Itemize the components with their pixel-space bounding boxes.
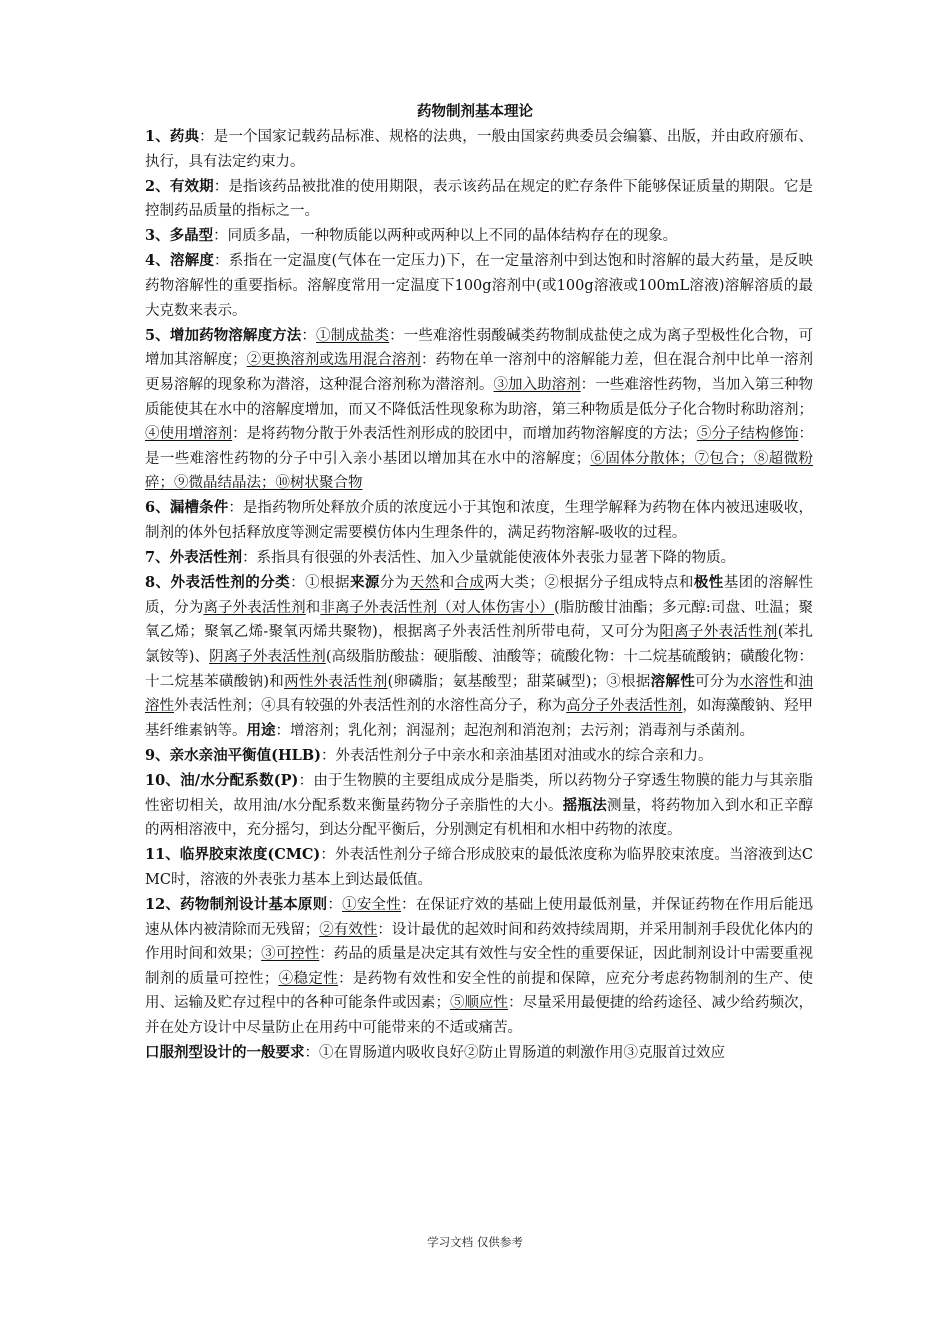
text: ：是将药物分散于外表活性剂形成的胶团中，而增加药物溶解度的方法； bbox=[232, 426, 697, 443]
term-heading: 11、临界胶束浓度(CMC) bbox=[145, 846, 321, 864]
definition-text: ：是一个国家记载药品标准、规格的法典，一般由国家药典委员会编纂、出版，并由政府颁布、执行，具有法定约束力。 bbox=[145, 129, 813, 170]
paragraph-surfactant-classification bbox=[145, 571, 813, 743]
paragraph-polymorphism bbox=[145, 224, 813, 249]
underlined-term: 离子外表活性剂 bbox=[203, 599, 306, 616]
text: 基团的溶解性质，分为 bbox=[145, 575, 814, 616]
underlined-term: ⑤顺应性 bbox=[449, 995, 509, 1012]
term-heading: 10、油/水分配系数(P) bbox=[145, 771, 299, 789]
paragraph-pharmacopoeia bbox=[145, 125, 813, 174]
paragraph-solubility bbox=[145, 249, 813, 323]
paragraph-cmc bbox=[145, 843, 813, 892]
text: ：是一些难溶性药物的分子中引入亲小基团以增加其在水中的溶解度； bbox=[145, 426, 814, 467]
paragraph-surfactant bbox=[145, 546, 813, 571]
document-title: 药物制剂基本理论 bbox=[417, 103, 533, 120]
term-heading: 口服剂型设计的一般要求 bbox=[145, 1043, 305, 1061]
definition-text: ：外表活性剂分子中亲水和亲油基团对油或水的综合亲和力。 bbox=[320, 747, 713, 764]
document-body bbox=[145, 125, 813, 1066]
text: 分为 bbox=[379, 575, 410, 592]
underlined-term: 水溶性 bbox=[739, 673, 784, 690]
underlined-term: 两性外表活性剂 bbox=[284, 673, 388, 690]
underlined-term: 阳离子外表活性剂 bbox=[659, 624, 778, 641]
term-heading: 2、有效期 bbox=[145, 177, 214, 195]
text: 和 bbox=[439, 575, 455, 592]
term-heading: 12、药物制剂设计基本原则 bbox=[145, 895, 328, 913]
underlined-term: ①安全性 bbox=[342, 896, 401, 913]
underlined-term: 合成 bbox=[454, 575, 485, 592]
text: ：药物在单一溶剂中的溶解能力差，但在混合剂中比单一溶剂更易溶解的现象称为潜溶，这种混合溶剂称为潜溶剂。 bbox=[145, 352, 814, 393]
text: ： bbox=[301, 327, 317, 344]
paragraph-partition-coefficient bbox=[145, 769, 813, 843]
bold-term: 溶解性 bbox=[650, 672, 695, 690]
text: (卵磷脂；氨基酸型；甜菜碱型)；③根据 bbox=[387, 673, 651, 690]
underlined-term: ⑤分子结构修饰 bbox=[696, 426, 799, 443]
text: (脂肪酸甘油酯；多元醇:司盘、吐温；聚氧乙烯；聚氧乙烯-聚氧丙烯共聚物)，根据离子外表活性剂所带电荷，又可分为 bbox=[145, 599, 814, 641]
definition-text: ：外表活性剂分子缔合形成胶束的最低浓度称为临界胶束浓度。当溶液到达CMC时，溶液的外表张力基本上到达最低值。 bbox=[145, 847, 814, 888]
paragraph-sink-condition bbox=[145, 496, 813, 545]
text: ：一些难溶性弱酸碱类药物制成盐使之成为离子型极性化合物，可增加其溶解度； bbox=[145, 327, 814, 369]
paragraph-solubility-methods bbox=[145, 324, 813, 496]
paragraph-expiry-date bbox=[145, 175, 813, 224]
text: (高级脂肪酸盐：硬脂酸、油酸等；硫酸化物：十二烷基硫酸钠；磺酸化物：十二烷基苯磺酸钠)和 bbox=[145, 648, 814, 690]
text: 和 bbox=[305, 599, 321, 616]
definition-text: ：系指具有很强的外表活性、加入少量就能使液体外表张力显著下降的物质。 bbox=[242, 550, 736, 567]
bold-term: 摇瓶法 bbox=[562, 796, 607, 814]
text: 测量，将药物加入到水和正辛醇的两相溶液中，充分摇匀，到达分配平衡后，分别测定有机相和水相中药物的浓度。 bbox=[145, 797, 814, 839]
text: 可分为 bbox=[695, 673, 740, 690]
underlined-term: 高分子外表活性剂 bbox=[566, 698, 683, 715]
bold-term: 极性 bbox=[693, 574, 724, 592]
text: ：一些难溶性药物，当加入第三种物质能使其在水中的溶解度增加，而又不降低活性现象称为助溶，第三种物质是低分子化合物时称助溶剂； bbox=[145, 376, 814, 418]
term-heading: 8、外表活性剂的分类 bbox=[145, 574, 291, 592]
underlined-term: ③可控性 bbox=[261, 946, 320, 963]
definition-text: ：是指药物所处释放介质的浓度远小于其饱和浓度，生理学解释为药物在体内被迅速吸收，制剂的体外包括释放度等测定需要模仿体内生理条件的，满足药物溶解-吸收的过程。 bbox=[145, 500, 813, 541]
underlined-term: 阴离子外表活性剂 bbox=[209, 648, 326, 665]
term-heading: 3、多晶型 bbox=[145, 227, 214, 245]
underlined-term: ④使用增溶剂 bbox=[145, 426, 233, 443]
underlined-term: 天然 bbox=[409, 575, 440, 592]
term-heading: 5、增加药物溶解度方法 bbox=[145, 326, 302, 344]
text: 和 bbox=[783, 673, 799, 690]
underlined-term: 非离子外表活性剂（对人体伤害小） bbox=[320, 599, 555, 616]
bold-term: 来源 bbox=[349, 574, 380, 592]
text: ：①根据 bbox=[290, 575, 350, 592]
paragraph-oral-dosage-requirements bbox=[145, 1041, 813, 1066]
definition-text: ：是指该药品被批准的使用期限，表示该药品在规定的贮存条件下能够保证质量的期限。它是控制药品质量的指标之一。 bbox=[145, 178, 814, 220]
underlined-term: ③加入助溶剂 bbox=[493, 376, 581, 393]
text: ：增溶剂；乳化剂；润湿剂；起泡剂和消泡剂；去污剂；消毒剂与杀菌剂。 bbox=[275, 722, 754, 739]
text: ：尽量采用最便捷的给药途径、减少给药频次，并在处方设计中尽量防止在用药中可能带来的不适或痛苦。 bbox=[145, 995, 814, 1036]
text: ：是药物有效性和安全性的前提和保障，应充分考虑药物制剂的生产、使用、运输及贮存过程中的各种可能条件或因素； bbox=[145, 970, 814, 1012]
term-heading: 9、亲水亲油平衡值(HLB) bbox=[145, 746, 321, 764]
underlined-term: 油溶性 bbox=[145, 673, 814, 715]
text: 两大类；②根据分子组成特点和 bbox=[484, 575, 694, 592]
bold-term: 用途 bbox=[246, 721, 276, 739]
definition-text: ：系指在一定温度(气体在一定压力)下，在一定量溶剂中到达饱和时溶解的最大药量，是反映药物溶解性的重要指标。溶解度常用一定温度下100g溶剂中(或100g溶液或100mL溶液)溶解溶质的最大克数来表示。 bbox=[145, 253, 814, 319]
underlined-term: ②有效性 bbox=[319, 921, 378, 938]
paragraph-design-principles bbox=[145, 893, 813, 1041]
term-heading: 7、外表活性剂 bbox=[145, 549, 243, 567]
text: 外表活性剂；④具有较强的外表活性剂的水溶性高分子，称为 bbox=[174, 698, 567, 715]
term-heading: 4、溶解度 bbox=[145, 252, 215, 270]
text: ：由于生物膜的主要组成成分是脂类，所以药物分子穿透生物膜的能力与其亲脂性密切相关，故用油/水分配系数来衡量药物分子亲脂性的大小。 bbox=[145, 772, 813, 814]
definition-text: ：同质多晶，一种物质能以两种或两种以上不同的晶体结构存在的现象。 bbox=[213, 228, 678, 245]
text: ：药品的质量是决定其有效性与安全性的重要保证，因此制剂设计中需要重视制剂的质量可控性； bbox=[145, 946, 814, 987]
page-footer: 学习文档 仅供参考 bbox=[427, 1235, 523, 1249]
text: (苯扎氯铵等)、 bbox=[145, 624, 813, 665]
term-heading: 6、漏槽条件 bbox=[145, 499, 229, 517]
paragraph-hlb bbox=[145, 744, 813, 769]
text: ：设计最优的起效时间和药效持续周期，并采用制剂手段优化体内的作用时间和效果； bbox=[145, 921, 814, 963]
text: ，如海藻酸钠、羟甲基纤维素钠等。 bbox=[145, 698, 814, 739]
underlined-term: ⑥固体分散体；⑦包合；⑧超微粉碎；⑨微晶结晶法；⑩树状聚合物 bbox=[145, 450, 814, 492]
underlined-term: ②更换溶剂或选用混合溶剂 bbox=[246, 352, 421, 369]
underlined-term: ④稳定性 bbox=[278, 970, 339, 987]
definition-text: ：①在胃肠道内吸收良好②防止胃肠道的刺激作用③克服首过效应 bbox=[304, 1044, 725, 1061]
text: ： bbox=[327, 896, 343, 913]
text: ：在保证疗效的基础上使用最低剂量，并保证药物在作用后能迅速从体内被清除而无残留； bbox=[145, 896, 814, 938]
term-heading: 1、药典 bbox=[145, 128, 200, 145]
underlined-term: ①制成盐类 bbox=[316, 327, 390, 344]
